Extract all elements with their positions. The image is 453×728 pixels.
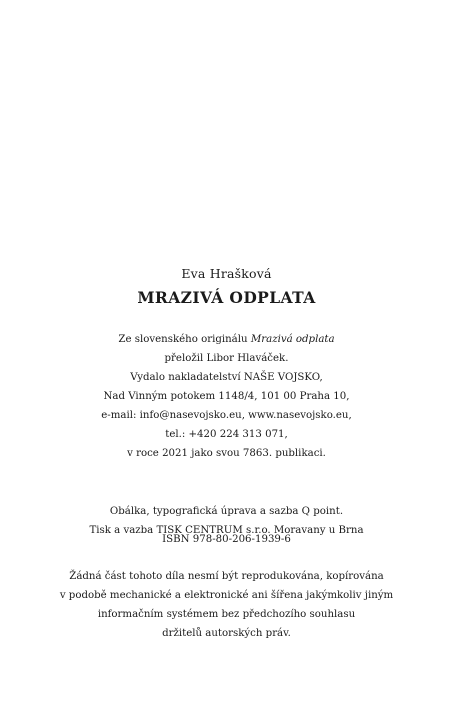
edition-line: v roce 2021 jako svou 7863. publikaci.	[127, 448, 326, 459]
contact-line: e-mail: info@nasevojsko.eu, www.nasevojsko.eu,	[101, 410, 352, 421]
imprint-block	[0, 330, 453, 463]
translation-line	[0, 330, 453, 349]
address-line: Nad Vinným potokem 1148/4, 101 00 Praha 10,	[103, 391, 350, 402]
publisher-line: Vydalo nakladatelství NAŠE VOJSKO,	[130, 372, 323, 383]
isbn-line: ISBN 978-80-206-1939-6	[162, 534, 291, 545]
phone-line: tel.: +420 224 313 071,	[165, 429, 288, 440]
rights-line: informačním systémem bez předchozího souhlasu	[97, 609, 356, 620]
rights-line: Žádná část tohoto díla nesmí být reprodukována, kopírována	[69, 571, 384, 582]
print-credit-line: Tisk a vazba TISK CENTRUM s.r.o. Moravany u Brna	[89, 525, 364, 536]
translator-line: přeložil Libor Hlaváček.	[164, 353, 289, 364]
translation-prefix: Ze slovenského originálu	[118, 334, 251, 345]
book-title: MRAZIVÁ ODPLATA	[137, 288, 316, 307]
rights-line: držitelů autorských práv.	[162, 628, 291, 639]
rights-line: v podobě mechanické a elektronické ani šířena jakýmkoliv jiným	[59, 590, 394, 601]
author-name: Eva Hrašková	[181, 266, 272, 281]
rights-notice	[0, 567, 453, 643]
cover-credit-line: Obálka, typografická úprava a sazba Q point.	[109, 506, 344, 517]
original-title: Mrazivá odplata	[250, 334, 335, 345]
